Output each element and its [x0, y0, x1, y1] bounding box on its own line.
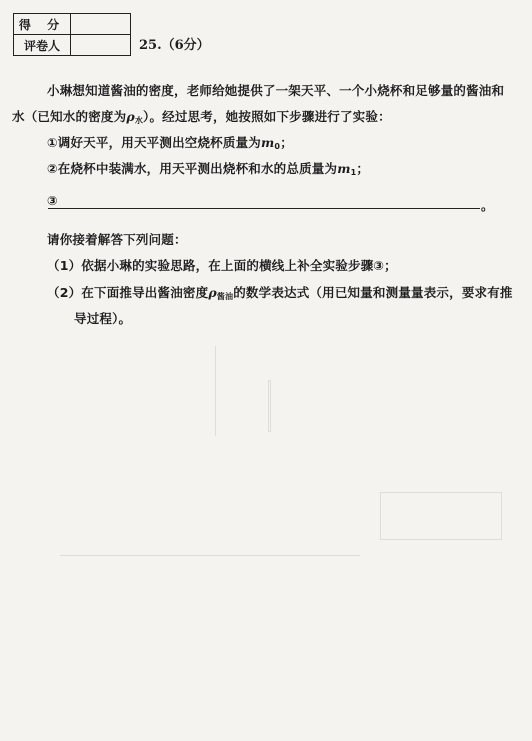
intro-line-2: 水（已知水的密度为$\rho_水$）。经过思考，她按照如下步骤进行了实验： — [12, 109, 391, 125]
step-1: ①调好天平，用天平测出空烧杯质量为$m_0$； — [47, 135, 293, 151]
grader-cell — [71, 35, 131, 56]
question-number: 25. — [139, 38, 162, 53]
part-2: （2）在下面推导出酱油密度$\rho_{酱油}$的数学表达式（用已知量和测量量表示，要求有推 — [47, 285, 513, 301]
mass-var: m — [260, 135, 275, 150]
part-1: （1）依据小琳的实验思路，在上面的横线上补全实验步骤③； — [47, 258, 397, 273]
showthrough-box — [380, 492, 502, 540]
rho-subscript: 水 — [134, 116, 144, 125]
step-3-answer-line[interactable] — [48, 208, 480, 209]
intro-line-1: 小琳想知道酱油的密度，老师给她提供了一架天平、一个小烧杯和足够量的酱油和 — [47, 83, 505, 98]
grader-label: 评卷人 — [14, 35, 71, 56]
step-3-label: ③ — [47, 193, 58, 208]
rho-subscript: 酱油 — [216, 292, 234, 301]
mass-var: m — [337, 161, 351, 176]
rho-symbol: ρ — [208, 285, 217, 300]
rho-symbol: ρ — [126, 109, 135, 124]
prompt-text: 请你接着解答下列问题： — [47, 232, 187, 247]
showthrough-mark — [60, 555, 360, 556]
part-2-line-2: 导过程）。 — [74, 311, 132, 326]
showthrough-mark — [215, 346, 276, 436]
step-2: ②在烧杯中装满水，用天平测出烧杯和水的总质量为$m_1$； — [47, 161, 370, 177]
step-3-end: 。 — [481, 198, 494, 213]
question-points: （6分） — [161, 38, 210, 53]
showthrough-mark — [268, 380, 271, 432]
score-label: 得 分 — [14, 14, 71, 35]
question-header — [139, 34, 210, 53]
score-table — [13, 13, 131, 56]
score-cell — [71, 14, 131, 35]
